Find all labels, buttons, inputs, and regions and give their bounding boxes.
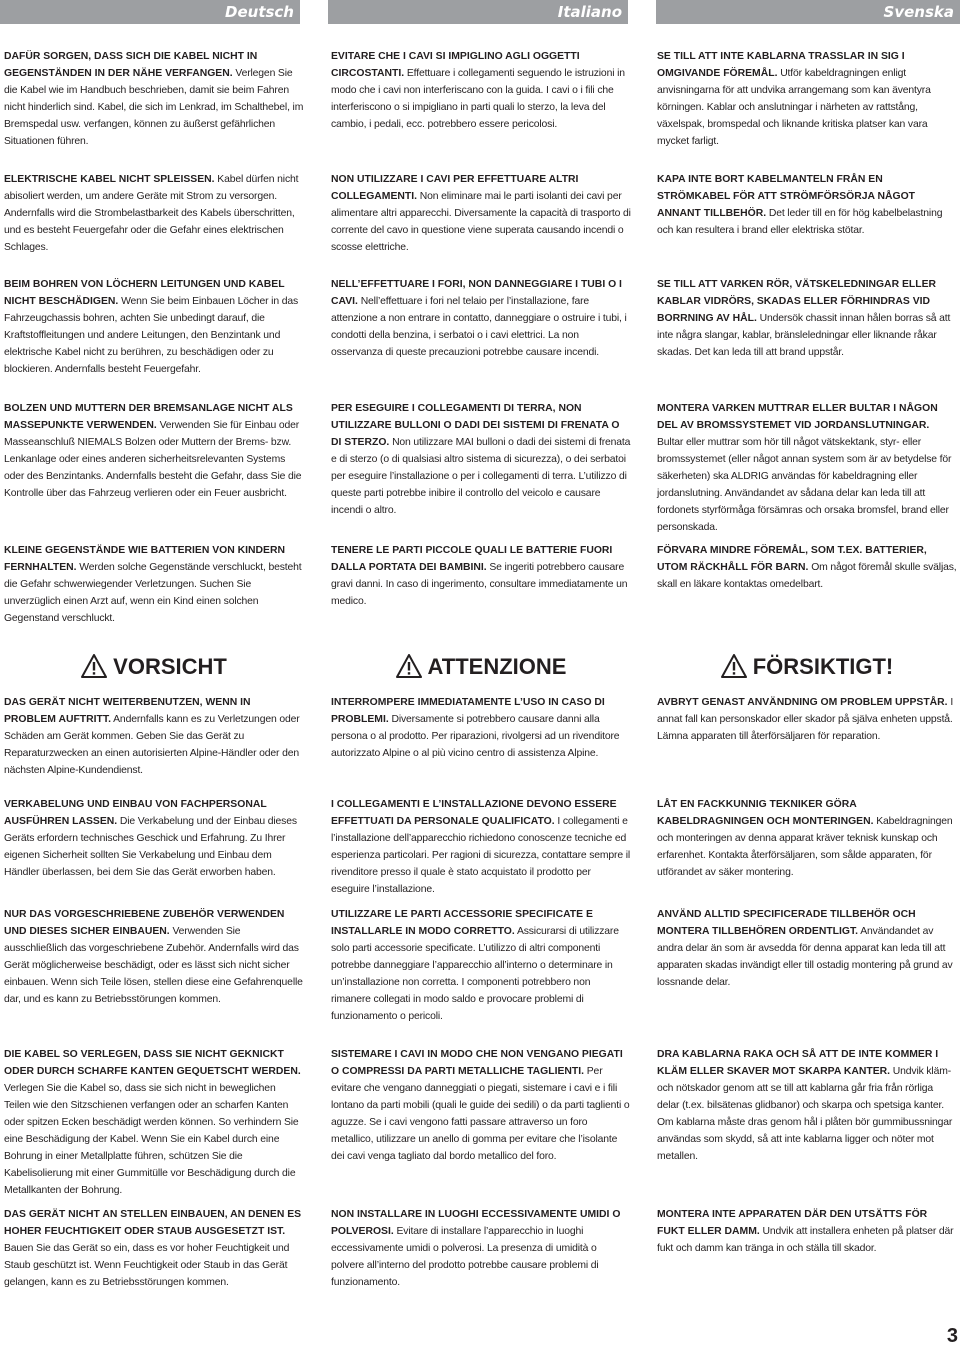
body-text: I collegamenti e l’installazione dell’apparecchio richiedono conoscenze tecniche ed esperienza particolari. Per ragioni di sicurezza, contattare sempre il rivenditore presso il quale è stato acquistato il prodotto per eseguire l’installazione.	[331, 816, 631, 895]
section-de-6	[4, 694, 304, 779]
section-de-8	[4, 906, 304, 1008]
section-sv-9	[657, 1046, 957, 1165]
page-number: 3	[946, 1325, 958, 1347]
heading: SE TILL ATT INTE KABLARNA TRASSLAR IN SIG I OMGIVANDE FÖREMÅL.	[657, 51, 905, 79]
body-text: Verlegen Sie die Kabel wie im Handbuch beschrieben, damit sie beim Fahren nicht hinderlich sind. Kabel, die sich im Lenkrad, im Schalthebel, im Bremspedal usw. verfangen, können zu äußerst gefährlichen Situationen führen.	[4, 68, 304, 147]
heading: DAFÜR SORGEN, DASS SICH DIE KABEL NICHT IN GEGENSTÄNDEN IN DER NÄHE VERFANGEN.	[4, 51, 258, 79]
heading: PER ESEGUIRE I COLLEGAMENTI DI TERRA, NON UTILIZZARE BULLONI O DADI DEI SISTEMI DI FRENATA O DI STERZO.	[331, 403, 620, 448]
body-text: Om något föremål skulle sväljas, skall en läkare kontaktas omedelbart.	[657, 562, 957, 590]
section-it-6	[331, 694, 631, 762]
section-de-1	[4, 48, 304, 150]
body-text: Användandet av andra delar än som är avsedda för denna apparat kan leda till att apparaten skadas invändigt eller till ostadig montering på grund av lossnande delar.	[657, 926, 953, 988]
section-de-3	[4, 276, 304, 378]
section-it-9	[331, 1046, 631, 1165]
section-sv-2	[657, 171, 957, 239]
heading: BOLZEN UND MUTTERN DER BREMSANLAGE NICHT ALS MASSEPUNKTE VERWENDEN.	[4, 403, 293, 431]
section-de-10	[4, 1206, 304, 1291]
heading: MONTERA INTE APPARATEN DÄR DEN UTSÄTTS FÖR FUKT ELLER DAMM.	[657, 1209, 928, 1237]
body-text: Per evitare che vengano danneggiati o piegati, sistemare i cavi e i fili lontano da parti mobili (quali le guide dei sedili) o da parti taglienti o aguzze. Se i cavi vengono fatti passare attraverso un foro metallico, utilizzare un anello di gomma per evitare che l’isolante dei cavi venga tagliato dal bordo metallico del foro.	[331, 1066, 630, 1162]
section-de-5	[4, 542, 304, 627]
heading: AVBRYT GENAST ANVÄNDNING OM PROBLEM UPPSTÅR.	[657, 697, 948, 708]
section-sv-5	[657, 542, 957, 593]
heading: ELEKTRISCHE KABEL NICHT SPLEISSEN.	[4, 174, 215, 185]
language-header	[0, 0, 960, 24]
section-de-9	[4, 1046, 304, 1199]
warning-heading-it	[331, 650, 631, 684]
heading: DRA KABLARNA RAKA OCH SÅ ATT DE INTE KOMMER I KLÄM ELLER SKAVER MOT SKARPA KANTER.	[657, 1049, 939, 1077]
section-sv-10	[657, 1206, 957, 1257]
body-text: Die Verkabelung und der Einbau dieses Geräts erfordern technisches Geschick und Erfahrung. Zu Ihrer eigenen Sicherheit sollten Sie Verkabelung und Einbau dem Händler überlassen, bei dem Sie das Gerät erworben haben.	[4, 816, 297, 878]
heading: KLEINE GEGENSTÄNDE WIE BATTERIEN VON KINDERN FERNHALTEN.	[4, 545, 285, 573]
heading: BEIM BOHREN VON LÖCHERN LEITUNGEN UND KABEL NICHT BESCHÄDIGEN.	[4, 279, 285, 307]
lang-tab-italiano: Italiano	[328, 0, 628, 24]
section-de-7	[4, 796, 304, 881]
section-it-8	[331, 906, 631, 1025]
warning-triangle-icon	[81, 654, 107, 678]
section-sv-1	[657, 48, 957, 150]
section-de-4	[4, 400, 304, 502]
body-text: Kabeldragningen och monteringen av denna apparat kräver teknisk kunskap och erfarenhet. Kontakta återförsäljaren, som sålde apparaten, för utförandet av säker montering.	[657, 816, 953, 878]
heading: NON UTILIZZARE I CAVI PER EFFETTUARE ALTRI COLLEGAMENTI.	[331, 174, 579, 202]
body-text: Undersök chassit innan hålen borras så att inte några slangar, kablar, bränsleledningar eller liknande råkar skadas. Det kan leda till att brand uppstår.	[657, 313, 951, 358]
body-text: Undvik kläm- och nötskador genom att se till att kablarna går fria från rörliga delar (t.ex. bilsätenas glidbanor) och skarpa och spetsiga kanter. Om kablarna måste dras genom hål i plåten bör gummibussningar användas som skydd, så att inte kablarna ligger och nöter mot metallen.	[657, 1066, 953, 1162]
heading: FÖRVARA MINDRE FÖREMÅL, SOM T.EX. BATTERIER, UTOM RÄCKHÅLL FÖR BARN.	[657, 545, 927, 573]
section-sv-8	[657, 906, 957, 991]
section-it-5	[331, 542, 631, 610]
warning-label: ATTENZIONE	[427, 654, 567, 679]
warning-triangle-icon	[396, 654, 422, 678]
section-it-1	[331, 48, 631, 133]
section-de-2	[4, 171, 304, 256]
section-it-3	[331, 276, 631, 361]
body-text: Bauen Sie das Gerät so ein, dass es vor hoher Feuchtigkeit und Staub geschützt ist. Wenn Feuchtigkeit oder Staub in das Gerät gelangen, kann es zu Betriebsstörungen kommen.	[4, 1243, 290, 1288]
heading: KAPA INTE BORT KABELMANTELN FRÅN EN STRÖMKABEL FÖR ATT STRÖMFÖRSÖRJA NÅGOT ANNANT TILLBEHÖR.	[657, 174, 916, 219]
warning-heading-sv	[657, 650, 957, 684]
body-text: Utför kabeldragningen enligt anvisningarna för att undvika arrangemang som kan äventyra körningen. Kablar och anslutningar i närheten av rattstång, växelspak, bromspedal och liknande kritiska platser kan vara mycket farligt.	[657, 68, 931, 147]
heading: I COLLEGAMENTI E L’INSTALLAZIONE DEVONO ESSERE EFFETTUATI DA PERSONALE QUALIFICATO.	[331, 799, 617, 827]
body-text: Non eliminare mai le parti isolanti dei cavi per alimentare altri apparecchi. Diversamente la capacità di trasporto di corrente del cavo in questione viene superata causando incendi o scosse elettriche.	[331, 191, 631, 253]
body-text: Det leder till en för hög kabelbelastning och kan resultera i brand eller elektriska stötar.	[657, 208, 943, 236]
lang-tab-svenska: Svenska	[656, 0, 960, 24]
heading: MONTERA VARKEN MUTTRAR ELLER BULTAR I NÅGON DEL AV BROMSSYSTEMET VID JORDANSLUTNINGAR.	[657, 403, 938, 431]
body-text: Verwenden Sie für Einbau oder Masseanschluß NIEMALS Bolzen oder Muttern der Brems- bzw. Lenkanlage oder eines anderen sicherheitsrelevanten Systems oder des Benzintanks. Andernfalls besteht die Gefahr, dass Sie die Kontrolle über das Fahrzeug verlieren oder ein Feuer ausbricht.	[4, 420, 302, 499]
body-text: Werden solche Gegenstände verschluckt, besteht die Gefahr schwerwiegender Verletzungen. Suchen Sie unverzüglich einen Arzt auf, wenn ein Kind einen solchen Gegenstand verschluckt.	[4, 562, 302, 624]
body-text: Non utilizzare MAI bulloni o dadi dei sistemi di frenata e di sterzo (o di qualsiasi altro sistema di sicurezza), o dei serbatoi per eseguire l’installazione o per i collegamenti di terra. L’utilizzo di queste parti potrebbe inibire il controllo del veicolo e causare incendi o altro.	[331, 437, 631, 516]
heading: INTERROMPERE IMMEDIATAMENTE L’USO IN CASO DI PROBLEMI.	[331, 697, 605, 725]
heading: ANVÄND ALLTID SPECIFICERADE TILLBEHÖR OCH MONTERA TILLBEHÖREN ORDENTLIGT.	[657, 909, 916, 937]
section-sv-4	[657, 400, 957, 536]
heading: NON INSTALLARE IN LUOGHI ECCESSIVAMENTE UMIDI O POLVEROSI.	[331, 1209, 621, 1237]
heading: UTILIZZARE LE PARTI ACCESSORIE SPECIFICATE E INSTALLARLE IN MODO CORRETTO.	[331, 909, 593, 937]
body-text: Assicurarsi di utilizzare solo parti accessorie specificate. L’utilizzo di altri componenti potrebbe danneggiare l’apparecchio all’interno o determinare in un’installazione non corretta. I componenti potrebbero non rimanere collegati in modo saldo e provocare problemi di funzionamento o pericoli.	[331, 926, 619, 1022]
heading: SE TILL ATT VARKEN RÖR, VÄTSKELEDNINGAR ELLER KABLAR VIDRÖRS, SKADAS ELLER FÖRHINDRAS VID BORRNING AV HÅL.	[657, 279, 937, 324]
section-it-7	[331, 796, 631, 898]
heading: DIE KABEL SO VERLEGEN, DASS SIE NICHT GEKNICKT ODER DURCH SCHARFE KANTEN GEQUETSCHT WERDEN.	[4, 1049, 301, 1077]
warning-triangle-icon	[721, 654, 747, 678]
body-text: I annat fall kan personskador eller skador på själva enheten uppstå. Lämna apparaten till återförsäljaren för reparation.	[657, 697, 954, 742]
heading: NUR DAS VORGESCHRIEBENE ZUBEHÖR VERWENDEN UND DIESES SICHER EINBAUEN.	[4, 909, 285, 937]
body-text: Andernfalls kann es zu Verletzungen oder Schäden am Gerät kommen. Geben Sie das Gerät zu Reparaturzwecken an einen autorisierten Alpine-Händler oder den nächsten Alpine-Kundendienst.	[4, 714, 300, 776]
section-sv-7	[657, 796, 957, 881]
section-it-2	[331, 171, 631, 256]
heading: VERKABELUNG UND EINBAU VON FACHPERSONAL AUSFÜHREN LASSEN.	[4, 799, 267, 827]
body-text: Bultar eller muttrar som hör till något vätskektank, styr- eller bromssystemet (eller något annan system som är av betydelse för säkerheten) ska ALDRIG användas för kabeldragning eller jordanslutning. Användandet av sådana delar kan leda till att fordonets styrförmåga försämras och orsaka bromsfel, brand eller personskada.	[657, 437, 952, 533]
section-sv-6	[657, 694, 957, 745]
heading: DAS GERÄT NICHT WEITERBENUTZEN, WENN IN PROBLEM AUFTRITT.	[4, 697, 251, 725]
body-text: Verlegen Sie die Kabel so, dass sie sich nicht in beweglichen Teilen wie den Sitzschienen verfangen oder an scharfen Kanten oder spitzen Ecken beschädigt werden können. So verhindern Sie eine Beschädigung der Kabel. Wenn Sie ein Kabel durch eine Bohrung in einer Metallplatte führen, schützen Sie die Kabelisolierung mit einer Gummitülle vor Beschädigung durch die Metallkanten der Bohrung.	[4, 1083, 299, 1196]
body-text: Undvik att installera enheten på platser där fukt och damm kan tränga in och ställa till skador.	[657, 1226, 954, 1254]
heading: DAS GERÄT NICHT AN STELLEN EINBAUEN, AN DENEN ES HOHER FEUCHTIGKEIT ODER STAUB AUSGESETZT IST.	[4, 1209, 302, 1237]
warning-heading-de	[4, 650, 304, 684]
warning-label: FÖRSIKTIGT!	[752, 654, 894, 679]
heading: NELL’EFFETTUARE I FORI, NON DANNEGGIARE I TUBI O I CAVI.	[331, 279, 622, 307]
body-text: Effettuare i collegamenti seguendo le istruzioni in modo che i cavi non interferiscano con la guida. I cavi o i fili che interferiscono o si impigliano in parti quali lo sterzo, la leva del cambio, i pedali, ecc. potrebbero essere pericolosi.	[331, 68, 625, 130]
heading: SISTEMARE I CAVI IN MODO CHE NON VENGANO PIEGATI O COMPRESSI DA PARTI METALLICHE TAGLIENTI.	[331, 1049, 623, 1077]
section-it-10	[331, 1206, 631, 1291]
heading: TENERE LE PARTI PICCOLE QUALI LE BATTERIE FUORI DALLA PORTATA DEI BAMBINI.	[331, 545, 613, 573]
body-text: Nell’effettuare i fori nel telaio per l’installazione, fare attenzione a non entrare in contatto, danneggiare o ostruire i tubi, i condotti della benzina, i serbatoi o i cavi elettrici. La non osservanza di queste precauzioni potrebbe causare incendi.	[331, 296, 627, 358]
heading: LÅT EN FACKKUNNIG TEKNIKER GÖRA KABELDRAGNINGEN OCH MONTERINGEN.	[657, 799, 874, 827]
section-it-4	[331, 400, 631, 519]
section-sv-3	[657, 276, 957, 361]
body-text: Diversamente si potrebbero causare danni alla persona o al prodotto. Per riparazioni, rivolgersi ad un rivenditore autorizzato Alpine o al più vicino centro di assistenza Alpine.	[331, 714, 620, 759]
body-text: Evitare di installare l’apparecchio in luoghi eccessivamente umidi o polverosi. La presenza di umidità o polvere all’interno del prodotto potrebbe causare problemi di funzionamento.	[331, 1226, 599, 1288]
body-text: Kabel dürfen nicht abisoliert werden, um andere Geräte mit Strom zu versorgen. Andernfalls wird die Strombelastbarkeit des Kabels überschritten, und es besteht Feuergefahr oder die Gefahr eines elektrischen Schlages.	[4, 174, 299, 253]
heading: EVITARE CHE I CAVI SI IMPIGLINO AGLI OGGETTI CIRCOSTANTI.	[331, 51, 580, 79]
body-text: Se ingeriti potrebbero causare gravi danni. In caso di ingerimento, consultare immediatamente un medico.	[331, 562, 628, 607]
body-text: Wenn Sie beim Einbauen Löcher in das Fahrzeugchassis bohren, achten Sie unbedingt darauf, die Kraftstoffleitungen und andere Leitungen, den Benzintank und elektrische Kabel nicht zu berühren, zu beschädigen oder zu blockieren. Andernfalls besteht Feuergefahr.	[4, 296, 299, 375]
warning-label: VORSICHT	[113, 654, 227, 679]
lang-tab-deutsch: Deutsch	[0, 0, 300, 24]
body-text: Verwenden Sie ausschließlich das vorgeschriebene Zubehör. Andernfalls wird das Gerät möglicherweise beschädigt, oder es lässt sich nicht sicher einbauen. Wenn sich Teile lösen, stellen diese eine Gefahrenquelle dar, und es kann zu Betriebsstörungen kommen.	[4, 926, 303, 1005]
